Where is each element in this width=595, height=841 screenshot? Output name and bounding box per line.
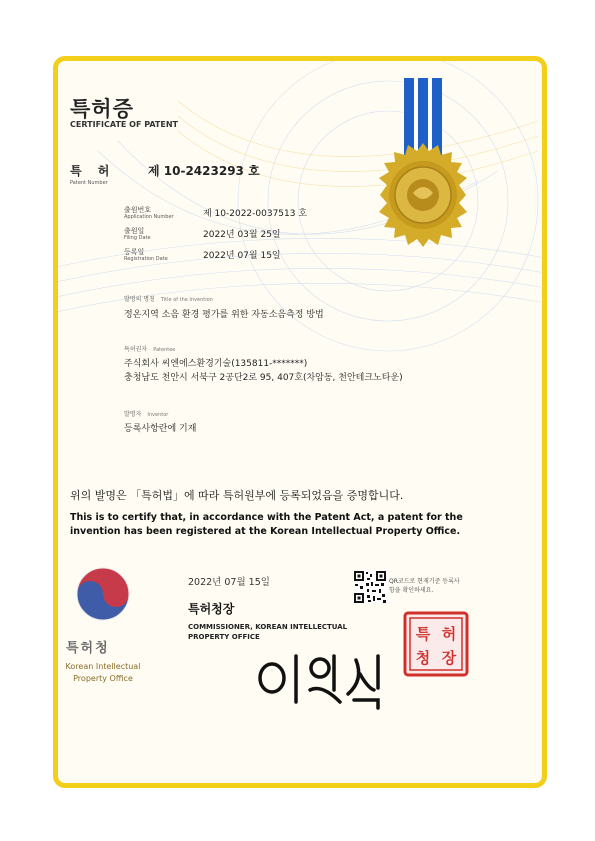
patent-number-label-en: Patent Number — [70, 180, 108, 186]
official-red-stamp — [403, 611, 469, 677]
inventor-value: 등록사항란에 기재 — [124, 424, 197, 434]
commissioner-title-en: COMMISSIONER, KOREAN INTELLECTUAL PROPERTY OFFICE — [188, 623, 348, 641]
invention-title-value: 정온지역 소음 환경 평가를 위한 자동소음측정 방법 — [124, 310, 324, 320]
filing-date-value: 2022년 03월 25일 — [203, 230, 281, 240]
invention-title-label: 발명의 명칭 Title of the Invention — [124, 296, 213, 303]
svg-text:장: 장 — [441, 649, 457, 667]
patent-number-value: 제 10-2423293 호 — [148, 164, 260, 178]
commissioner-signature — [244, 650, 394, 710]
kipo-name-ko: 특허청 — [66, 641, 110, 656]
svg-text:특: 특 — [415, 625, 431, 643]
application-number-label: 출원번호 — [124, 206, 152, 214]
registration-date-label-en: Registration Date — [124, 256, 168, 262]
certification-statement-ko: 위의 발명은 「특허법」에 따라 특허원부에 등록되었음을 증명합니다. — [70, 489, 404, 502]
inventor-label: 발명자 Inventor — [124, 411, 169, 418]
filing-date-label: 출원일 — [124, 227, 145, 235]
registration-date-value: 2022년 07월 15일 — [203, 251, 281, 261]
patentee-label: 특허권자 Patentee — [124, 346, 176, 353]
application-number-value: 제 10-2022-0037513 호 — [203, 209, 308, 219]
qr-code-icon[interactable] — [353, 570, 387, 604]
svg-text:청: 청 — [415, 649, 431, 667]
qr-code-note: QR코드로 현재기준 등록사항을 확인하세요. — [389, 578, 460, 594]
certification-statement-en: This is to certify that, in accordance with the Patent Act, a patent for the invention has been registered at the Korean Intellectual Property Office. — [70, 512, 463, 537]
patent-number-label: 특 허 — [70, 164, 116, 178]
application-number-label-en: Application Number — [124, 214, 174, 220]
svg-text:허: 허 — [441, 625, 457, 643]
page-subtitle: CERTIFICATE OF PATENT — [70, 120, 178, 129]
patentee-name: 주식회사 씨엔에스환경기술(135811-*******) — [124, 359, 308, 369]
issue-date: 2022년 07월 15일 — [188, 577, 270, 588]
kipo-taegeuk-logo-icon — [75, 566, 131, 622]
patentee-address: 충청남도 천안시 서북구 2공단2로 95, 407호(차암동, 천안테크노타운) — [124, 373, 403, 383]
registration-date-label: 등록일 — [124, 248, 145, 256]
gold-seal-medal-icon — [368, 140, 478, 250]
kipo-name-en: Korean Intellectual Property Office — [65, 662, 141, 683]
page-title: 특허증 — [70, 97, 134, 121]
filing-date-label-en: Filing Date — [124, 235, 151, 241]
commissioner-title-ko: 특허청장 — [188, 602, 235, 616]
